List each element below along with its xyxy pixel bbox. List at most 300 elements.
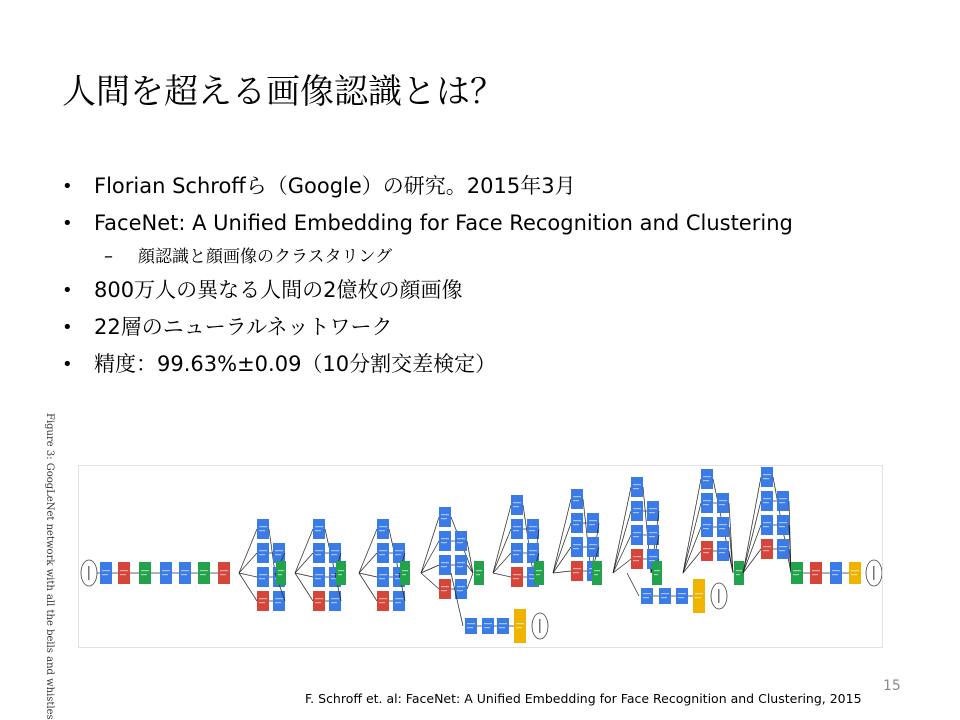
- pool-block: [118, 562, 130, 584]
- block-label-mark: [633, 512, 639, 513]
- block-label-mark: [678, 597, 684, 598]
- pool-block: [761, 539, 773, 559]
- conv-block: [830, 562, 842, 584]
- conv-block: [257, 543, 269, 563]
- block-label-mark: [499, 627, 505, 628]
- block-label-mark: [162, 570, 170, 571]
- bullet-dot: •: [62, 280, 73, 301]
- block-label-mark: [703, 500, 711, 501]
- block-label-mark: [703, 504, 709, 505]
- block-label-mark: [120, 574, 126, 575]
- block-label-mark: [513, 550, 521, 551]
- block-label-mark: [529, 554, 535, 555]
- block-label-mark: [812, 570, 820, 571]
- block-label-mark: [536, 574, 540, 575]
- block-label-mark: [832, 574, 838, 575]
- conv-block: [439, 507, 451, 527]
- edge-line: [743, 477, 761, 573]
- block-label-mark: [529, 526, 537, 527]
- conv-block: [717, 517, 729, 537]
- conv-block: [511, 519, 523, 539]
- block-label-mark: [259, 598, 267, 599]
- conv-block: [701, 469, 713, 489]
- edge-line: [627, 573, 639, 596]
- block-label-mark: [278, 570, 284, 571]
- bullet-item: [62, 272, 942, 309]
- block-label-mark: [162, 574, 168, 575]
- conv-block: [647, 501, 659, 521]
- block-label-mark: [661, 597, 667, 598]
- conv-block: [527, 519, 539, 539]
- block-label-mark: [259, 530, 265, 531]
- concat-block: [734, 561, 744, 585]
- block-label-mark: [516, 627, 522, 628]
- concat-block: [474, 561, 484, 585]
- block-label-mark: [395, 554, 401, 555]
- block-label-mark: [259, 578, 265, 579]
- googlenet-figure: [78, 465, 883, 648]
- block-label-mark: [379, 578, 385, 579]
- conv-block: [641, 588, 653, 604]
- block-label-mark: [529, 550, 537, 551]
- block-label-mark: [832, 570, 840, 571]
- block-label-mark: [467, 623, 475, 624]
- block-label-mark: [513, 574, 521, 575]
- block-label-mark: [633, 556, 641, 557]
- block-label-mark: [315, 530, 321, 531]
- block-label-mark: [589, 544, 597, 545]
- block-label-mark: [457, 586, 465, 587]
- concat-block: [592, 561, 602, 585]
- conv-block: [455, 579, 467, 599]
- block-label-mark: [315, 578, 321, 579]
- block-label-mark: [315, 550, 323, 551]
- block-label-mark: [654, 574, 658, 575]
- conv-block: [439, 531, 451, 551]
- block-label-mark: [763, 502, 769, 503]
- citation: F. Schroff et. al: FaceNet: A Unified Embedding for Face Recognition and Clustering, 2015: [305, 691, 862, 706]
- edge-line: [613, 511, 631, 573]
- block-label-mark: [793, 574, 799, 575]
- block-label-mark: [379, 574, 387, 575]
- edge-line: [359, 529, 377, 573]
- bullet-item: [62, 346, 942, 383]
- concat-block: [534, 561, 544, 585]
- conv-block: [676, 588, 688, 604]
- block-label-mark: [275, 550, 283, 551]
- block-label-mark: [102, 570, 110, 571]
- block-label-mark: [736, 574, 740, 575]
- figure-caption: Figure 3: GoogLeNet network with all the bells and whistles: [44, 413, 55, 720]
- pool-block: [571, 561, 583, 581]
- conv-block: [761, 467, 773, 487]
- block-label-mark: [441, 562, 449, 563]
- block-label-mark: [141, 574, 147, 575]
- edge-line: [743, 525, 761, 573]
- block-label-mark: [379, 602, 385, 603]
- block-label-mark: [275, 602, 281, 603]
- bullet-dot: •: [62, 354, 73, 375]
- bullet-item: [62, 205, 942, 242]
- conv-block: [160, 562, 172, 584]
- block-label-mark: [594, 570, 600, 571]
- sub-bullet-dash: –: [104, 246, 113, 267]
- conv-block: [587, 513, 599, 533]
- block-label-mark: [703, 548, 711, 549]
- conv-block: [482, 618, 494, 634]
- edge-line: [613, 535, 631, 573]
- edge-line: [359, 573, 377, 577]
- block-label-mark: [395, 598, 403, 599]
- block-label-mark: [779, 498, 787, 499]
- block-label-mark: [633, 488, 639, 489]
- conv-block: [511, 495, 523, 515]
- block-label-mark: [441, 586, 449, 587]
- block-label-mark: [379, 530, 385, 531]
- block-label-mark: [633, 508, 641, 509]
- block-label-mark: [220, 570, 228, 571]
- conv-block: [455, 555, 467, 575]
- pool-block: [511, 567, 523, 587]
- softmax-block: [849, 562, 861, 584]
- conv-block: [631, 477, 643, 497]
- sub-bullet-item: [62, 242, 942, 272]
- conv-block: [701, 517, 713, 537]
- conv-block: [100, 562, 112, 584]
- conv-block: [701, 493, 713, 513]
- edge-line: [239, 573, 257, 601]
- block-label-mark: [763, 498, 771, 499]
- block-label-mark: [484, 627, 490, 628]
- block-label-mark: [589, 548, 595, 549]
- pool-block: [810, 562, 822, 584]
- conv-block: [777, 539, 789, 559]
- block-label-mark: [259, 602, 265, 603]
- block-label-mark: [457, 542, 463, 543]
- block-label-mark: [259, 550, 267, 551]
- block-label-mark: [719, 528, 725, 529]
- bullet-list: [62, 168, 942, 383]
- block-label-mark: [120, 570, 128, 571]
- pool-block: [257, 591, 269, 611]
- page-number: 15: [883, 678, 901, 694]
- conv-block: [377, 519, 389, 539]
- pool-block: [313, 591, 325, 611]
- edge-line: [493, 573, 511, 577]
- block-label-mark: [661, 593, 669, 594]
- terminal-node-label-mark: [539, 619, 541, 633]
- block-label-mark: [220, 574, 226, 575]
- block-label-mark: [719, 500, 727, 501]
- block-label-mark: [633, 536, 639, 537]
- bullet-item: [62, 168, 942, 205]
- concat-block: [400, 561, 410, 585]
- terminal-node-label-mark: [718, 589, 720, 603]
- block-label-mark: [141, 570, 149, 571]
- conv-block: [761, 491, 773, 511]
- block-label-mark: [315, 574, 323, 575]
- block-label-mark: [441, 518, 447, 519]
- block-label-mark: [441, 590, 447, 591]
- block-label-mark: [573, 548, 579, 549]
- block-label-mark: [649, 508, 657, 509]
- block-label-mark: [499, 623, 507, 624]
- block-label-mark: [331, 602, 337, 603]
- block-label-mark: [536, 570, 542, 571]
- edge-line: [295, 529, 313, 573]
- block-label-mark: [763, 474, 771, 475]
- conv-block: [313, 567, 325, 587]
- block-label-mark: [513, 502, 521, 503]
- block-label-mark: [649, 556, 657, 557]
- block-label-mark: [181, 574, 187, 575]
- block-label-mark: [259, 554, 265, 555]
- block-label-mark: [200, 570, 208, 571]
- block-label-mark: [763, 550, 769, 551]
- conv-block: [497, 618, 509, 634]
- edge-line: [421, 573, 439, 589]
- conv-block: [571, 537, 583, 557]
- block-label-mark: [703, 480, 709, 481]
- block-label-mark: [654, 570, 660, 571]
- edge-line: [295, 573, 313, 577]
- bullet-text: 精度：99.63%±0.09（10分割交差検定）: [94, 352, 497, 376]
- conv-block: [257, 519, 269, 539]
- block-label-mark: [379, 550, 387, 551]
- edge-line: [421, 565, 439, 573]
- conv-block: [761, 515, 773, 535]
- block-label-mark: [513, 526, 521, 527]
- block-label-mark: [513, 506, 519, 507]
- block-label-mark: [779, 526, 785, 527]
- edge-line: [295, 553, 313, 573]
- block-label-mark: [573, 496, 581, 497]
- edge-line: [683, 479, 701, 573]
- block-label-mark: [441, 542, 447, 543]
- block-label-mark: [695, 593, 703, 594]
- block-label-mark: [573, 500, 579, 501]
- edge-line: [553, 571, 571, 573]
- conv-block: [571, 513, 583, 533]
- block-label-mark: [441, 538, 449, 539]
- edge-line: [421, 517, 439, 573]
- bullet-text: 22層のニューラルネットワーク: [94, 315, 393, 339]
- terminal-node-label-mark: [88, 566, 90, 580]
- conv-block: [273, 543, 285, 563]
- edge-line: [553, 547, 571, 573]
- block-label-mark: [457, 566, 463, 567]
- conv-block: [717, 493, 729, 513]
- conv-block: [465, 618, 477, 634]
- conv-block: [571, 489, 583, 509]
- conv-block: [377, 543, 389, 563]
- bullet-dot: •: [62, 213, 73, 234]
- block-label-mark: [338, 574, 342, 575]
- block-label-mark: [516, 623, 524, 624]
- conv-block: [439, 555, 451, 575]
- edge-line: [359, 553, 377, 573]
- conv-block: [777, 491, 789, 511]
- block-label-mark: [703, 524, 711, 525]
- block-label-mark: [703, 528, 709, 529]
- concat-block: [198, 562, 210, 584]
- block-label-mark: [649, 532, 657, 533]
- block-label-mark: [402, 570, 408, 571]
- pool-block: [377, 591, 389, 611]
- block-label-mark: [719, 552, 725, 553]
- edge-line: [467, 541, 473, 573]
- block-label-mark: [719, 504, 725, 505]
- block-label-mark: [379, 526, 387, 527]
- block-label-mark: [763, 526, 769, 527]
- edge-line: [239, 553, 257, 573]
- pool-block: [701, 541, 713, 561]
- conv-block: [511, 543, 523, 563]
- bullet-item: [62, 309, 942, 346]
- softmax-block: [514, 609, 526, 643]
- block-label-mark: [703, 552, 709, 553]
- block-label-mark: [457, 562, 465, 563]
- concat-block: [276, 561, 286, 585]
- bullet-dot: •: [62, 176, 73, 197]
- block-label-mark: [513, 554, 519, 555]
- conv-block: [179, 562, 191, 584]
- block-label-mark: [331, 550, 339, 551]
- bullet-dot: •: [62, 317, 73, 338]
- block-label-mark: [484, 623, 492, 624]
- googlenet-network-diagram: [79, 466, 882, 647]
- pool-block: [218, 562, 230, 584]
- pool-block: [631, 549, 643, 569]
- block-label-mark: [719, 548, 727, 549]
- bullet-text: FaceNet: A Unified Embedding for Face Recognition and Clustering: [94, 211, 793, 235]
- edge-line: [467, 573, 473, 589]
- block-label-mark: [573, 572, 579, 573]
- block-label-mark: [275, 554, 281, 555]
- block-label-mark: [379, 598, 387, 599]
- block-label-mark: [331, 554, 337, 555]
- block-label-mark: [594, 574, 598, 575]
- sub-bullet-text: 顔認識と顔画像のクラスタリング: [138, 247, 393, 267]
- block-label-mark: [678, 593, 686, 594]
- edge-line: [553, 523, 571, 573]
- concat-block: [336, 561, 346, 585]
- block-label-mark: [649, 536, 655, 537]
- block-label-mark: [315, 598, 323, 599]
- conv-block: [313, 543, 325, 563]
- conv-block: [377, 567, 389, 587]
- softmax-block: [693, 579, 705, 613]
- block-label-mark: [763, 522, 771, 523]
- conv-block: [455, 531, 467, 551]
- block-label-mark: [315, 526, 323, 527]
- block-label-mark: [643, 597, 649, 598]
- edge-line: [683, 527, 701, 573]
- block-label-mark: [779, 546, 787, 547]
- block-label-mark: [513, 578, 519, 579]
- block-label-mark: [633, 560, 639, 561]
- conv-block: [717, 541, 729, 561]
- block-label-mark: [695, 597, 701, 598]
- conv-block: [659, 588, 671, 604]
- edge-line: [743, 501, 761, 573]
- block-label-mark: [793, 570, 801, 571]
- block-label-mark: [851, 574, 857, 575]
- edge-line: [295, 573, 313, 601]
- block-label-mark: [467, 627, 473, 628]
- block-label-mark: [573, 544, 581, 545]
- block-label-mark: [402, 574, 406, 575]
- block-label-mark: [779, 550, 785, 551]
- block-label-mark: [719, 524, 727, 525]
- block-label-mark: [331, 598, 339, 599]
- block-label-mark: [259, 574, 267, 575]
- block-label-mark: [441, 566, 447, 567]
- block-label-mark: [763, 546, 771, 547]
- concat-block: [791, 562, 803, 584]
- block-label-mark: [643, 593, 651, 594]
- block-label-mark: [513, 530, 519, 531]
- edge-line: [239, 529, 257, 573]
- bullet-text: Florian Schroffら（Google）の研究。2015年3月: [94, 174, 576, 198]
- block-label-mark: [589, 524, 595, 525]
- block-label-mark: [259, 526, 267, 527]
- block-label-mark: [573, 568, 581, 569]
- bullet-text: 800万人の異なる人間の2億枚の顔画像: [94, 278, 463, 302]
- edge-line: [359, 573, 377, 601]
- block-label-mark: [457, 538, 465, 539]
- conv-block: [777, 515, 789, 535]
- block-label-mark: [573, 520, 581, 521]
- edge-line: [493, 529, 511, 573]
- block-label-mark: [476, 574, 480, 575]
- conv-block: [273, 591, 285, 611]
- terminal-node-label-mark: [873, 566, 875, 580]
- block-label-mark: [763, 478, 769, 479]
- block-label-mark: [315, 554, 321, 555]
- block-label-mark: [338, 570, 344, 571]
- conv-block: [257, 567, 269, 587]
- concat-block: [139, 562, 151, 584]
- block-label-mark: [779, 522, 787, 523]
- block-label-mark: [441, 514, 449, 515]
- concat-block: [652, 561, 662, 585]
- conv-block: [631, 525, 643, 545]
- block-label-mark: [573, 524, 579, 525]
- edge-line: [613, 487, 631, 573]
- block-label-mark: [736, 570, 742, 571]
- block-label-mark: [102, 574, 108, 575]
- block-label-mark: [278, 574, 282, 575]
- block-label-mark: [633, 484, 641, 485]
- block-label-mark: [395, 602, 401, 603]
- block-label-mark: [812, 574, 818, 575]
- block-label-mark: [779, 502, 785, 503]
- conv-block: [313, 519, 325, 539]
- conv-block: [631, 501, 643, 521]
- block-label-mark: [649, 512, 655, 513]
- block-label-mark: [275, 598, 283, 599]
- block-label-mark: [703, 476, 711, 477]
- block-label-mark: [851, 570, 859, 571]
- block-label-mark: [633, 532, 641, 533]
- block-label-mark: [589, 520, 597, 521]
- slide-title: 人間を超える画像認識とは？: [62, 72, 504, 112]
- pool-block: [439, 579, 451, 599]
- block-label-mark: [395, 550, 403, 551]
- block-label-mark: [181, 570, 189, 571]
- edge-line: [239, 573, 257, 577]
